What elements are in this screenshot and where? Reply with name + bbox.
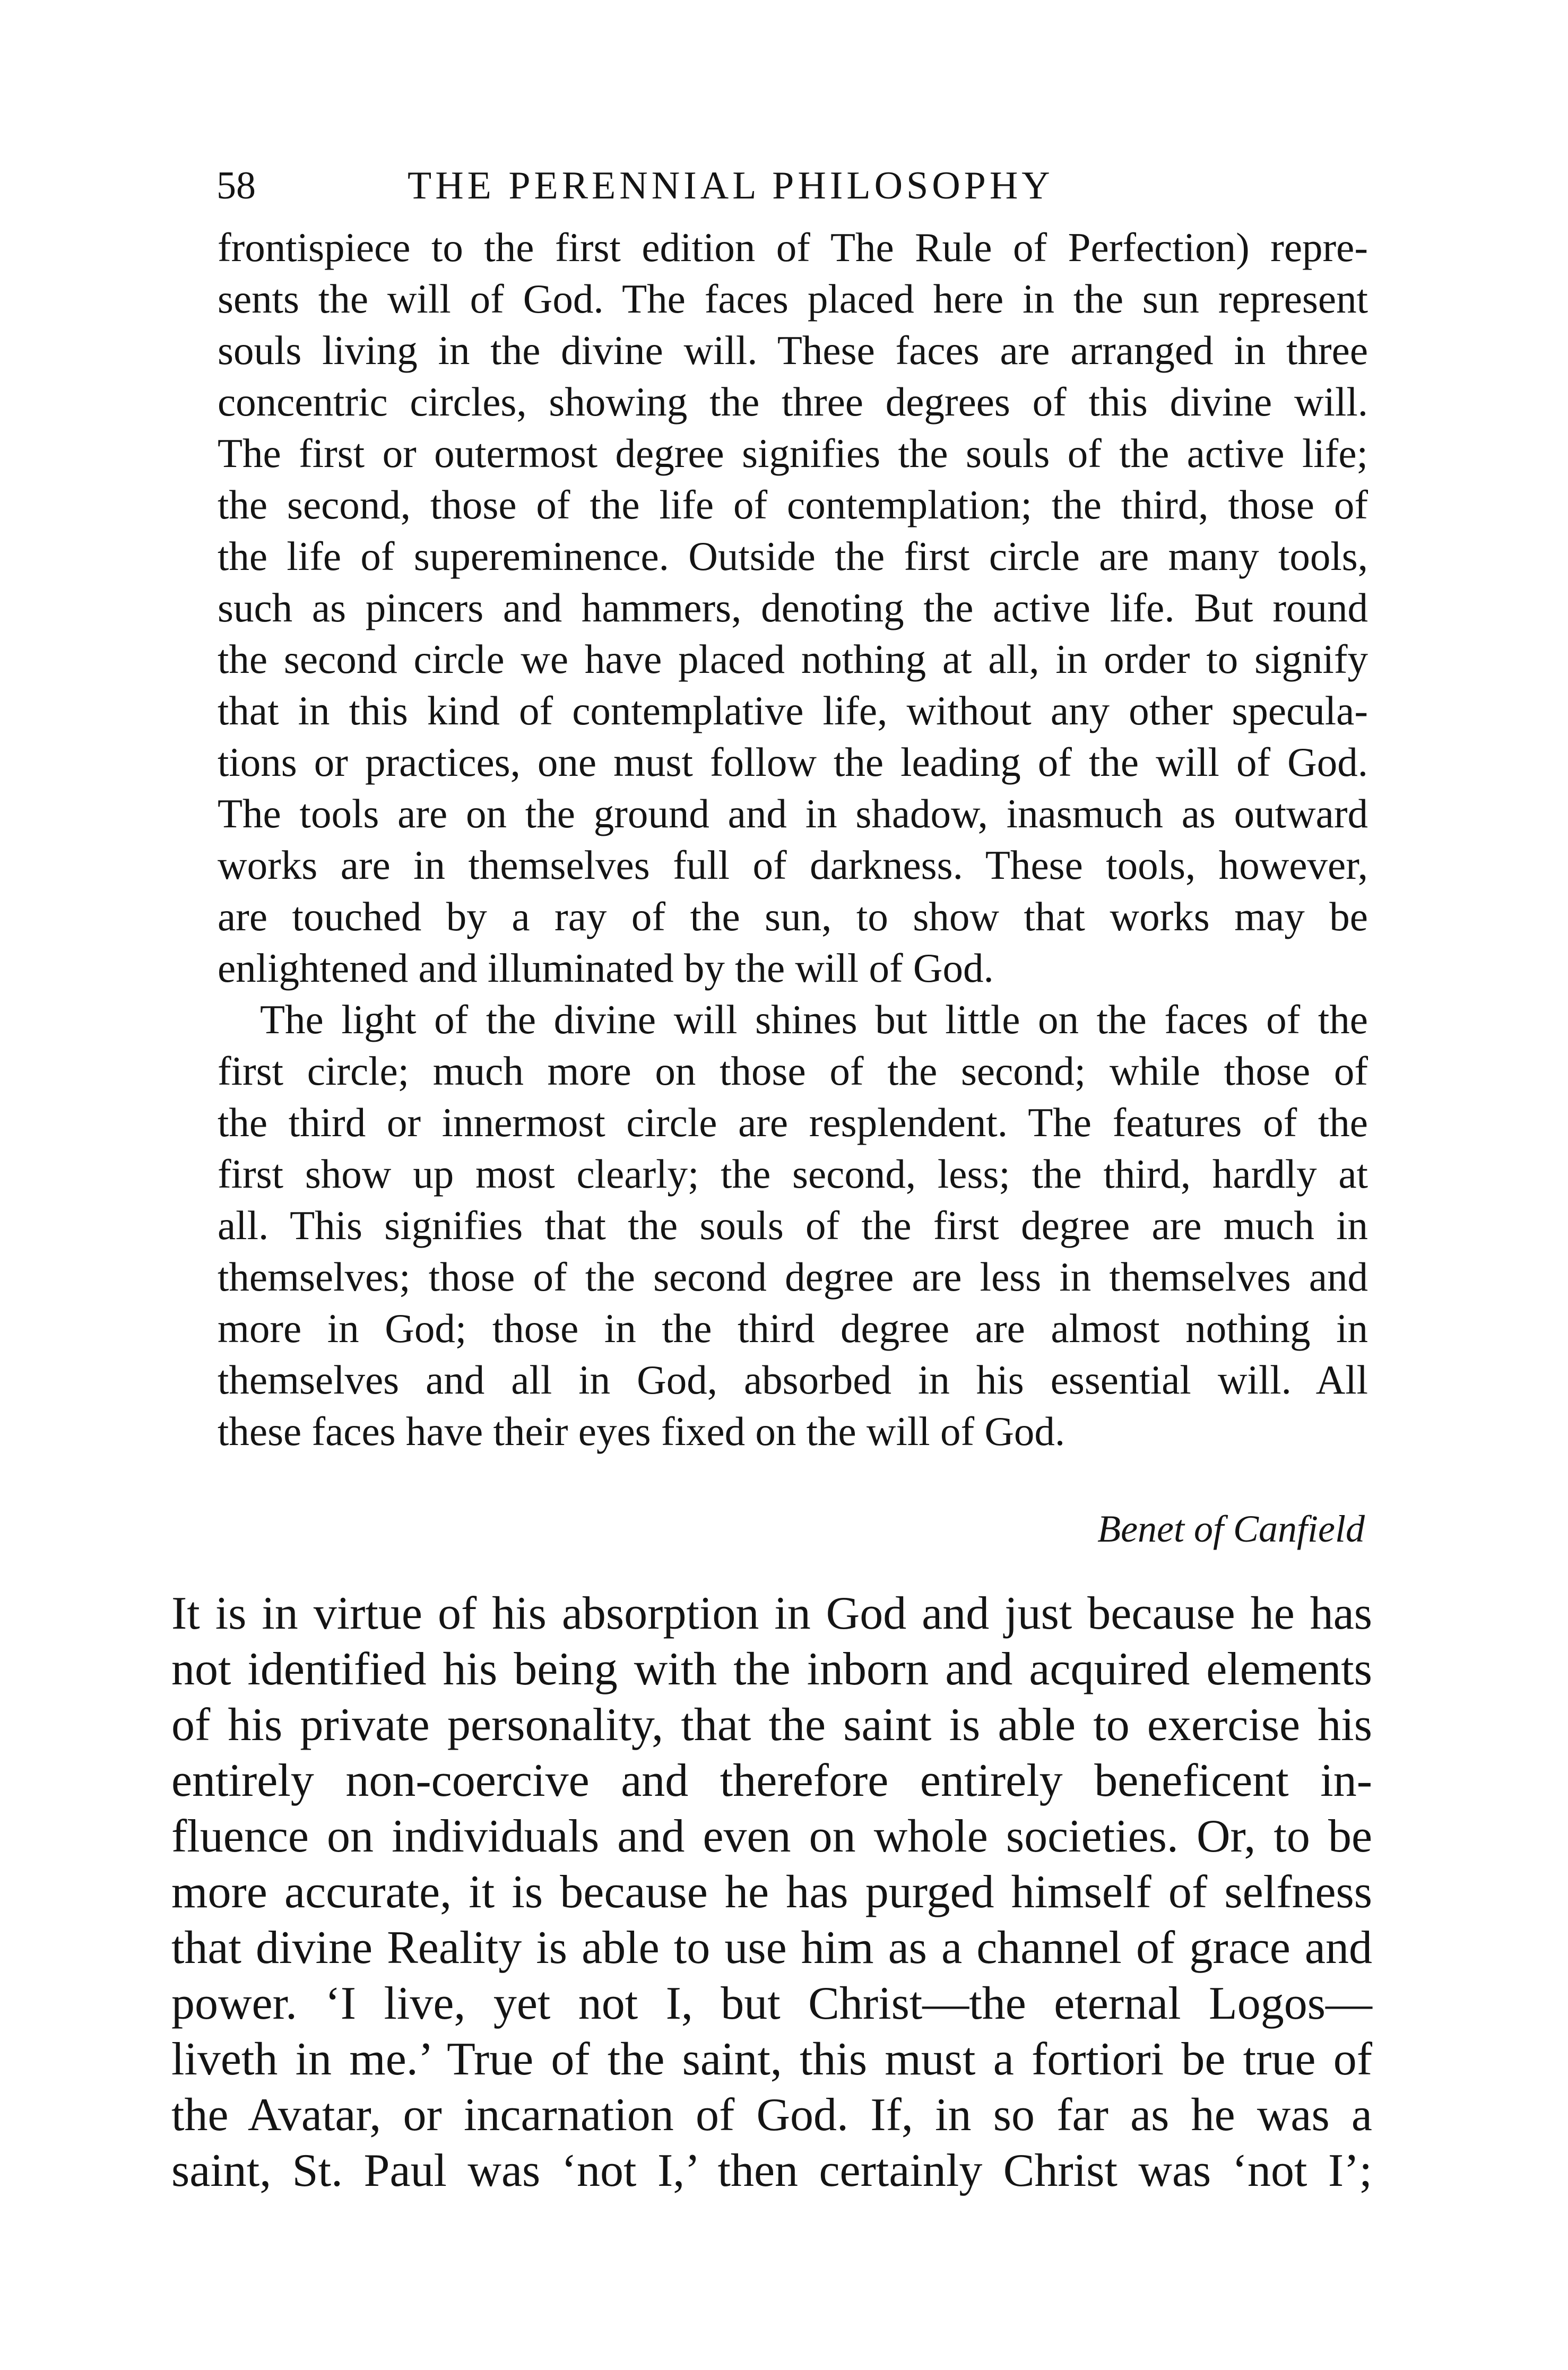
page-header	[216, 159, 1384, 212]
quote-line: are touched by a ray of the sun, to show that works may be	[218, 894, 1368, 939]
quote-line: the third or innermost circle are resplendent. The features of the	[218, 1100, 1368, 1145]
quote-line: The light of the divine will shines but little on the faces of the	[260, 997, 1368, 1042]
page-number: 58	[216, 164, 256, 207]
body-line: the Avatar, or incarnation of God. If, in so far as he was a	[171, 2089, 1372, 2141]
body-line: not identified his being with the inborn and acquired elements	[171, 1644, 1372, 1695]
body-line: saint, St. Paul was ‘not I,’ then certainly Christ was ‘not I’;	[171, 2145, 1372, 2196]
body-line: power. ‘I live, yet not I, but Christ—the eternal Logos—	[171, 1978, 1372, 2029]
quote-line: sents the will of God. The faces placed here in the sun represent	[218, 276, 1368, 322]
block-quote	[218, 222, 1368, 1457]
quote-line: concentric circles, showing the three degrees of this divine will.	[218, 379, 1368, 425]
body-line: liveth in me.’ True of the saint, this must a fortiori be true of	[171, 2034, 1372, 2085]
quote-line: themselves and all in God, absorbed in his essential will. All	[218, 1357, 1368, 1403]
quote-line: all. This signifies that the souls of the first degree are much in	[218, 1203, 1368, 1248]
running-title: THE PERENNIAL PHILOSOPHY	[408, 164, 1054, 207]
quote-line: the second, those of the life of contemplation; the third, those of	[218, 482, 1368, 527]
quote-line: The tools are on the ground and in shadow, inasmuch as outward	[218, 791, 1368, 836]
quote-line: souls living in the divine will. These faces are arranged in three	[218, 327, 1368, 373]
body-line: more accurate, it is because he has purged himself of selfness	[171, 1866, 1372, 1918]
quote-line: the second circle we have placed nothing at all, in order to signify	[218, 636, 1368, 682]
body-line: entirely non-coercive and therefore entirely beneficent in-	[171, 1755, 1372, 1806]
quote-line: first circle; much more on those of the second; while those of	[218, 1048, 1368, 1094]
quote-line: more in God; those in the third degree are almost nothing in	[218, 1305, 1368, 1351]
quote-line: the life of supereminence. Outside the first circle are many tools,	[218, 533, 1368, 579]
body-line: It is in virtue of his absorption in God and just because he has	[171, 1588, 1372, 1639]
quote-line: first show up most clearly; the second, less; the third, hardly at	[218, 1151, 1368, 1197]
quote-line: tions or practices, one must follow the leading of the will of God.	[218, 739, 1368, 785]
quote-line: enlightened and illuminated by the will of God.	[218, 945, 994, 991]
body-line: that divine Reality is able to use him as a channel of grace and	[171, 1922, 1372, 1974]
quote-line: such as pincers and hammers, denoting the active life. But round	[218, 585, 1368, 630]
body-line: of his private personality, that the saint is able to exercise his	[171, 1699, 1372, 1751]
body-line: fluence on individuals and even on whole societies. Or, to be	[171, 1811, 1372, 1862]
quote-line: frontispiece to the first edition of The Rule of Perfection) repre-	[218, 224, 1368, 270]
quote-line: that in this kind of contemplative life, without any other specula-	[218, 688, 1368, 733]
quote-line: these faces have their eyes fixed on the will of God.	[218, 1408, 1065, 1454]
body-paragraph	[171, 1586, 1372, 2199]
quote-attribution: Benet of Canfield	[1097, 1508, 1365, 1550]
quote-line: works are in themselves full of darkness. These tools, however,	[218, 842, 1368, 888]
quote-line: themselves; those of the second degree are less in themselves and	[218, 1254, 1368, 1300]
quote-line: The first or outermost degree signifies the souls of the active life;	[218, 430, 1368, 476]
